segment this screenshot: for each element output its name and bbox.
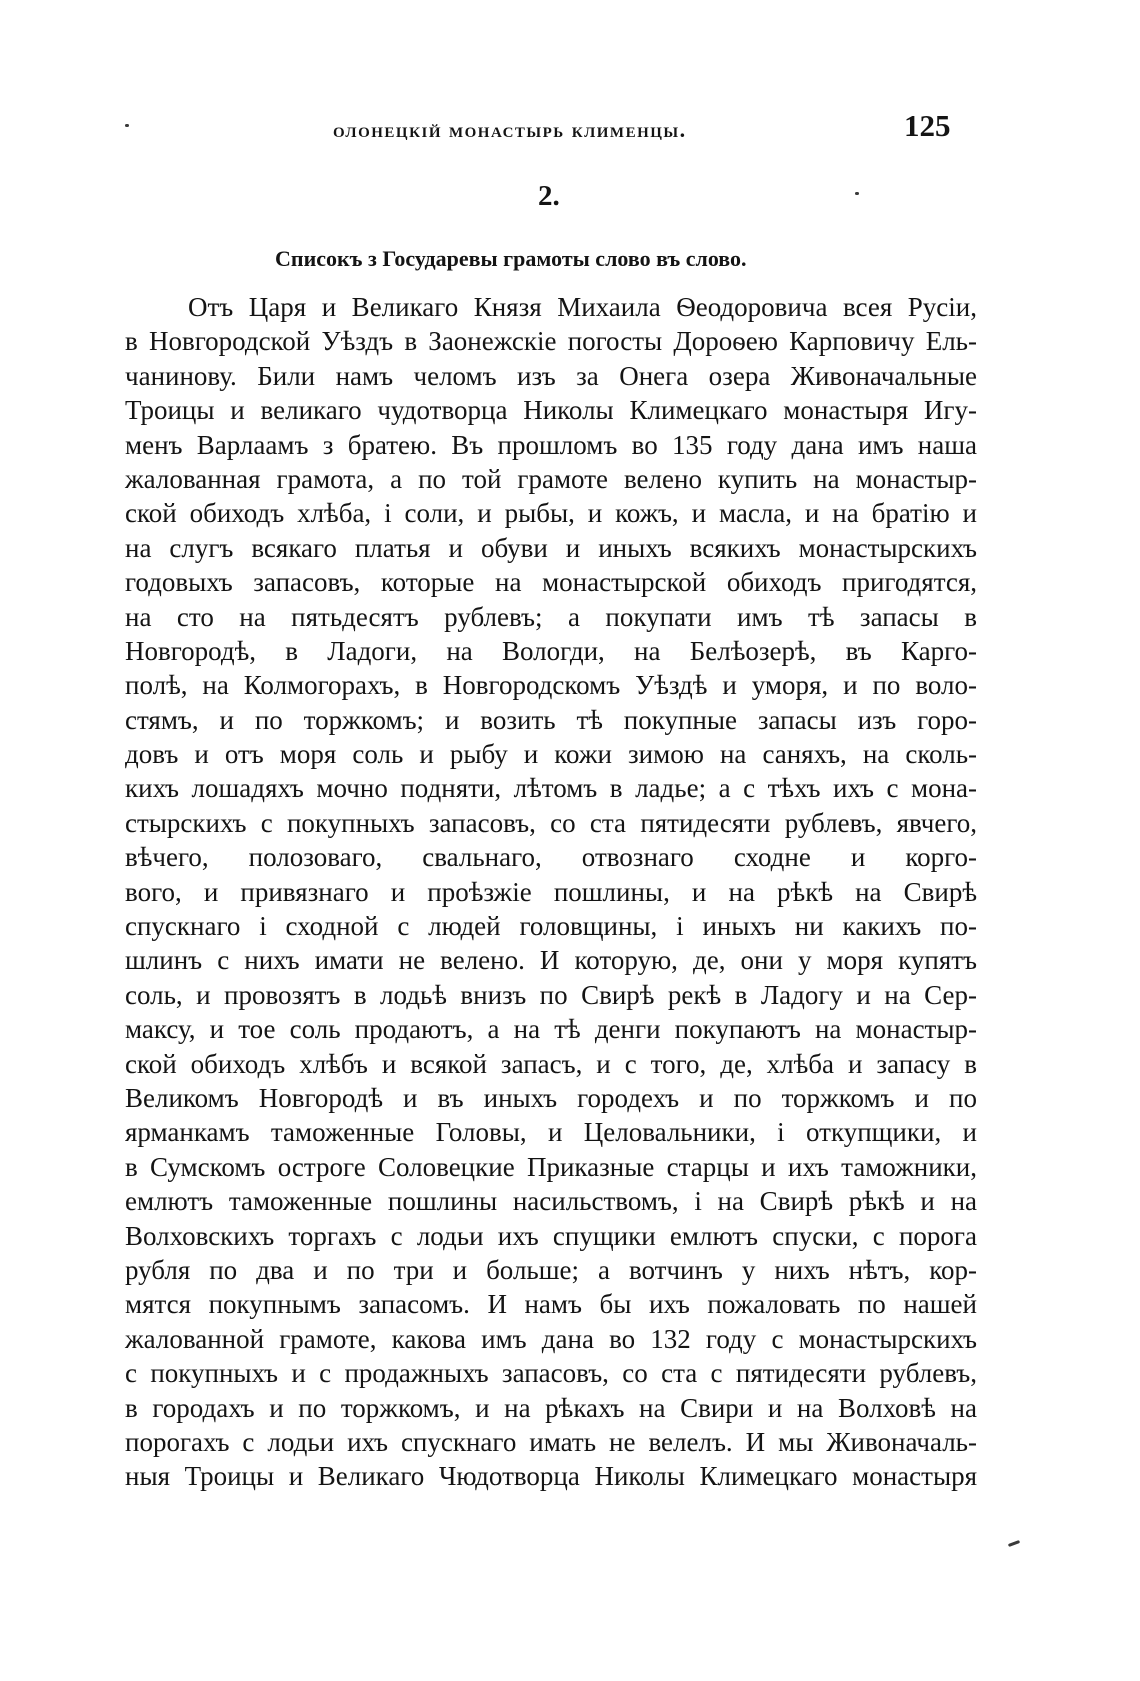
text-line: ярманкамъ таможенные Головы, и Целовальники, і откупщики, и (125, 1117, 977, 1148)
text-line: жалованной грамоте, какова имъ дана во 132 году с монастырскихъ (125, 1323, 977, 1354)
text-line: кихъ лошадяхъ мочно подняти, лѣтомъ в ладье; а с тѣхъ ихъ с мона- (125, 773, 977, 804)
text-line: полѣ, на Колмогорахъ, в Новгородскомъ Уѣздѣ и уморя, и по воло- (125, 670, 977, 701)
text-line: Волховскихъ торгахъ с лодьи ихъ спущики емлютъ спуски, с порога (125, 1220, 977, 1251)
body-text (125, 290, 977, 1494)
text-line: в Новгородской Уѣздъ в Заонежскіе погосты Дороѳею Карповичу Ель- (125, 326, 977, 357)
running-head: олонецкій монастырь клименцы. (333, 117, 687, 142)
text-line: ныя Троицы и Великаго Чюдотворца Николы Климецкаго монастыря (125, 1461, 977, 1492)
text-line: вѣчего, полозоваго, свальнаго, отвознаго сходне и корго- (125, 842, 977, 873)
text-line: порогахъ с лодьи ихъ спускнаго имать не велелъ. И мы Живоначаль- (125, 1426, 977, 1457)
text-line: стырскихъ с покупныхъ запасовъ, со ста пятидесяти рублевъ, явчего, (125, 807, 977, 838)
page-number: 125 (904, 108, 951, 143)
text-line: вого, и привязнаго и проѣзжіе пошлины, и на рѣкѣ на Свирѣ (125, 876, 977, 907)
text-line: емлютъ таможенные пошлины насильствомъ, і на Свирѣ рѣкѣ и на (125, 1186, 977, 1217)
text-line: на сто на пятьдесятъ рублевъ; а покупати имъ тѣ запасы в (125, 601, 977, 632)
text-line: Отъ Царя и Великаго Князя Михаила Ѳеодоровича всея Русіи, (188, 292, 977, 322)
text-line: жалованная грамота, а по той грамоте велено купить на монастыр- (125, 463, 977, 494)
text-line: Великомъ Новгородѣ и въ иныхъ городехъ и по торжкомъ и по (125, 1082, 977, 1113)
text-line: менъ Варлаамъ з братею. Въ прошломъ во 135 году дана имъ наша (125, 429, 977, 460)
text-line: рубля по два и по три и больше; а вотчинъ у нихъ нѣтъ, кор- (125, 1254, 977, 1285)
text-line: в городахъ и по торжкомъ, и на рѣкахъ на Свири и на Волховѣ на (125, 1392, 977, 1423)
text-line: соль, и провозятъ в лодьѣ внизъ по Свирѣ рекѣ в Ладогу и на Сер- (125, 979, 977, 1010)
text-line: ской обиходъ хлѣба, і соли, и рыбы, и кожъ, и масла, и на братію и (125, 498, 977, 529)
text-line: стямъ, и по торжкомъ; и возить тѣ покупные запасы изъ горо- (125, 704, 977, 735)
text-line: Новгородѣ, в Ладоги, на Вологди, на Белѣозерѣ, въ Карго- (125, 635, 977, 666)
text-line: довъ и отъ моря соль и рыбу и кожи зимою на саняхъ, на сколь- (125, 739, 977, 770)
text-line: спускнаго і сходной с людей головщины, і иныхъ ни какихъ по- (125, 911, 977, 942)
text-line: максу, и тое соль продаютъ, а на тѣ денги покупаютъ на монастыр- (125, 1014, 977, 1045)
text-line: шлинъ с нихъ имати не велено. И которую, де, они у моря купятъ (125, 945, 977, 976)
text-line: Троицы и великаго чудотворца Николы Климецкаго монастыря Игу- (125, 395, 977, 426)
text-line: годовыхъ запасовъ, которые на монастырской обиходъ пригодятся, (125, 567, 977, 598)
text-line: ской обиходъ хлѣбъ и всякой запасъ, и с того, де, хлѣба и запасу в (125, 1048, 977, 1079)
text-line: мятся покупнымъ запасомъ. И намъ бы ихъ пожаловать по нашей (125, 1289, 977, 1320)
document-number: 2. (538, 180, 560, 212)
document-heading: Списокъ з Государевы грамоты слово въ слово. (275, 246, 747, 271)
text-line: чанинову. Били намъ челомъ изъ за Онега озера Живоначальные (125, 360, 977, 391)
text-line: с покупныхъ и с продажныхъ запасовъ, со ста с пятидесяти рублевъ, (125, 1358, 977, 1389)
text-line: на слугъ всякаго платья и обуви и иныхъ всякихъ монастырскихъ (125, 532, 977, 563)
scan-speck (125, 124, 129, 127)
scan-speck (1008, 1540, 1020, 1547)
scan-speck (855, 192, 859, 195)
text-line: в Сумскомъ остроге Соловецкие Приказные старцы и ихъ таможники, (125, 1151, 977, 1182)
